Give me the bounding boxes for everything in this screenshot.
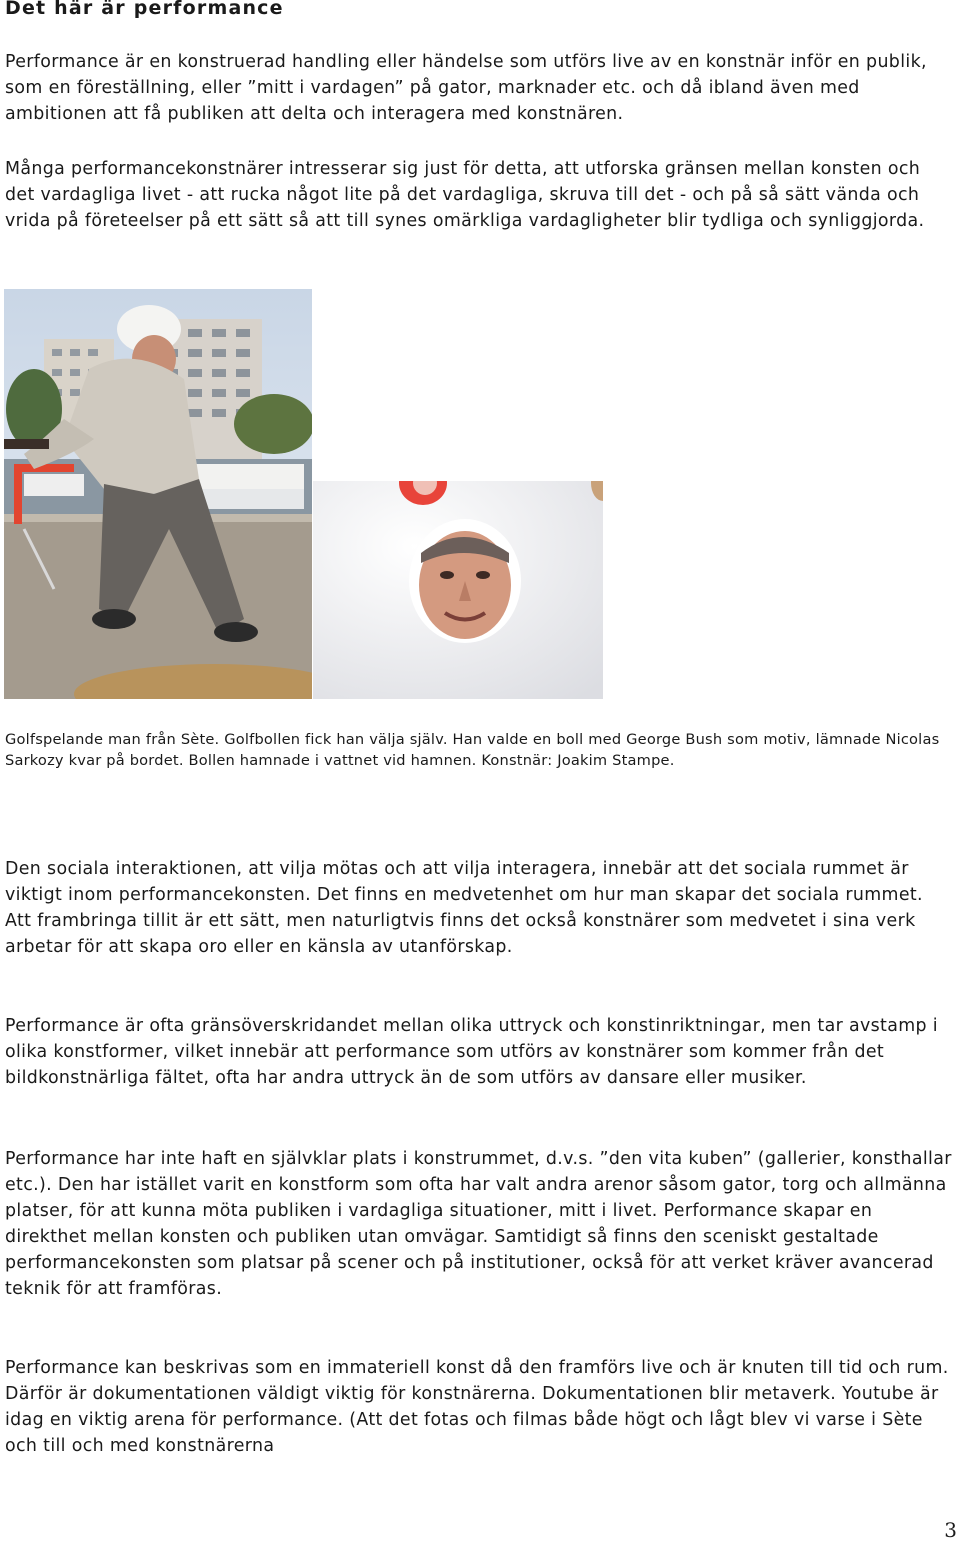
paragraph-4: Performance är ofta gränsöverskridandet mellan olika uttryck och konstinriktningar, men tar avstamp i olika konstformer, vilket innebär att performance som utförs av konstnärer som kommer från det bildkonstnärliga fältet, ofta har andra uttryck än de som utförs av dansare eller musiker.	[5, 1016, 938, 1088]
paragraph-2: Många performancekonstnärer intresserar sig just för detta, att utforska gränsen mellan konsten och det vardagliga livet - att rucka något lite på det vardagliga, skruva till det - och på så sätt vända och vrida på företeelser på ett sätt så att till synes omärkliga vardagligheter blir tydliga och synliggjorda.	[5, 159, 925, 231]
paragraph-6: Performance kan beskrivas som en immateriell konst då den framförs live och är knuten till tid och rum. Därför är dokumentationen väldigt viktig för konstnärerna. Dokumentationen blir metaverk. Youtube är idag en viktig arena för performance. (Att det fotas och filmas både högt och lågt blev vi varse i Sète och till och med konstnärerna	[5, 1358, 949, 1456]
golf-ball-photo	[313, 481, 603, 699]
paragraph-3: Den sociala interaktionen, att vilja mötas och att vilja interagera, innebär att det sociala rummet är viktigt inom performancekonsten. Det finns en medvetenhet om hur man skapar det sociala rummet. Att frambringa tillit är ett sätt, men naturligtvis finns det också konstnärer som medvetet i sina verk arbetar för att skapa oro eller en känsla av utanförskap.	[5, 859, 923, 957]
page-title: Det här är performance	[5, 0, 284, 19]
paragraph-1: Performance är en konstruerad handling eller händelse som utförs live av en konstnär inför en publik, som en föreställning, eller ”mitt i vardagen” på gator, marknader etc. och då ibland även med ambitionen att få publiken att delta och interagera med konstnären.	[5, 52, 927, 124]
photo-caption: Golfspelande man från Sète. Golfbollen fick han välja själv. Han valde en boll med George Bush som motiv, lämnade Nicolas Sarkozy kvar på bordet. Bollen hamnade i vattnet vid hamnen. Konstnär: Joakim Stampe.	[5, 731, 940, 769]
page-number: 3	[944, 1518, 957, 1542]
golfer-photo	[4, 289, 312, 699]
paragraph-5: Performance har inte haft en självklar plats i konstrummet, d.v.s. ”den vita kuben” (gallerier, konsthallar etc.). Den har istället varit en konstform som ofta har valt andra arenor såsom gator, torg och allmänna platser, för att kunna möta publiken i vardagliga situationer, mitt i livet. Performance skapar en direkthet mellan konsten och publiken utan omvägar. Samtidigt så finns den sceniskt gestaltade performancekonsten som platsar på scener och på institutioner, också för att verket kräver avancerad teknik för att framföras.	[5, 1149, 952, 1299]
